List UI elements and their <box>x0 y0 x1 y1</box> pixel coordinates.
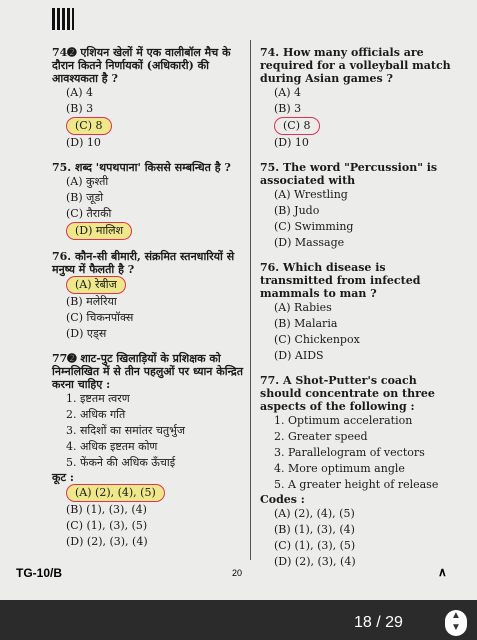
question-74-en: 74. How many officials are required for a volleyball match during Asian games ? (A) 4 (B) 3 (C) 8 (D) 10 <box>260 46 451 149</box>
question-77-en: 77. A Shot-Putter's coach should concentrate on three aspects of the following : 1. Optimum acceleration 2. Greater speed 3. Parallelogram of vectors 4. More optimum angle 5. A greater height of release Codes : (A) (2), (4), (5) (B) (1), (3), (4) (C) (1), (3), (5) (D) (2), (3), (4) <box>260 374 439 568</box>
qr-code <box>52 8 74 30</box>
chevron-up-icon: ▲ <box>451 610 461 621</box>
question-76-hi: 76. कौन-सी बीमारी, संक्रमित स्तनधारियों से मनुष्य में फैलती है ? (A) रेबीज (B) मलेरिया (C) चिकनपॉक्स (D) एड्स <box>52 250 235 340</box>
hindi-column <box>52 46 247 560</box>
chevron-down-icon: ▼ <box>451 622 461 633</box>
question-77-hi: 77➋ शाट-पुट खिलाड़ियों के प्रशिक्षक को निम्नलिखित में से तीन पहलुओं पर ध्यान केन्द्रित करना चाहिए : 1. इष्टतम त्वरण 2. अधिक गति 3. सदिशों का समांतर चतुर्भुज 4. अधिक इष्टतम कोण 5. फेंकने की अधिक ऊँचाई कूट : (A) (2), (4), (5) (B) (1), (3), (4) (C) (1), (3), (5) (D) (2), (3), (4) <box>52 352 244 548</box>
highlighted-answer: (D) मालिश <box>66 222 132 240</box>
english-column <box>260 46 460 580</box>
highlighted-answer: (A) (2), (4), (5) <box>66 484 165 502</box>
paper-code: TG-10/B <box>16 566 63 580</box>
page-nav-button[interactable] <box>445 610 467 636</box>
turn-over-arrow: ∧ <box>438 565 447 579</box>
question-75-hi: 75. शब्द 'थपथपाना' किससे सम्बन्धित है ? (A) कुश्ती (B) जूडो (C) तैराकी (D) मालिश <box>52 161 247 240</box>
circled-answer: (C) 8 <box>274 117 320 135</box>
page-counter: 18 / 29 <box>354 614 403 631</box>
highlighted-answer: (C) 8 <box>66 117 112 135</box>
question-74-hi: 74➋ एशियन खेलों में एक वालीबॉल मैच के दौरान कितने निर्णायकों (अधिकारी) की आवश्यकता है ? (A) 4 (B) 3 (C) 8 (D) 10 <box>52 46 231 149</box>
page-number: 20 <box>232 568 243 578</box>
column-divider <box>250 40 251 560</box>
question-76-en: 76. Which disease is transmitted from infected mammals to man ? (A) Rabies (B) Malaria (C) Chickenpox (D) AIDS <box>260 261 421 362</box>
question-75-en: 75. The word "Percussion" is associated with (A) Wrestling (B) Judo (C) Swimming (D) Massage <box>260 161 438 249</box>
highlighted-answer: (A) रेबीज <box>66 276 126 294</box>
